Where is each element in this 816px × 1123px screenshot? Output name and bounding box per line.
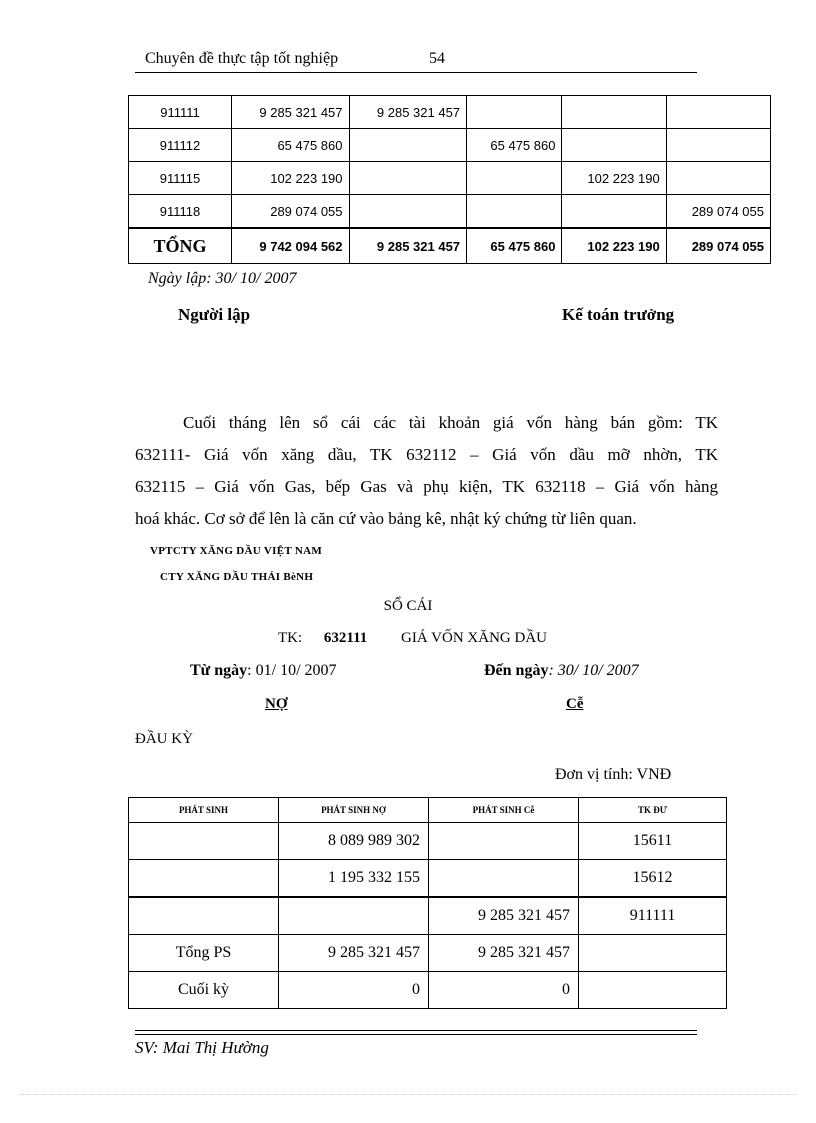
column-header: PHÁT SINH NỢ [279,798,429,823]
table-cell [562,96,666,129]
table-cell: 911115 [129,162,232,195]
table-cell: 1 195 332 155 [279,860,429,898]
table-cell: 9 285 321 457 [429,935,579,972]
currency-unit: Đơn vị tính: VNĐ [555,766,672,783]
table-cell [429,860,579,898]
table-cell: 289 074 055 [666,195,770,229]
table-cell: 9 285 321 457 [429,897,579,935]
paragraph-line: Cuối tháng lên sổ cái các tài khoản giá vốn hàng bán gồm: TK [183,413,718,432]
table-cell [666,129,770,162]
from-date-label: Từ ngày [190,662,248,679]
table-header-row [129,798,727,823]
table-cell: 911112 [129,129,232,162]
table-cell: 102 223 190 [562,228,666,264]
table-cell: Tổng PS [129,935,279,972]
body-paragraph [135,407,718,535]
page-header [135,50,697,73]
total-label: TỔNG [129,228,232,264]
table-cell: 8 089 989 302 [279,823,429,860]
from-date-value: : 01/ 10/ 2007 [247,662,337,679]
company-parent: VPTCTY XĂNG DẦU VIỆT NAM [150,545,323,557]
table-cell: 65 475 860 [232,129,350,162]
to-date-label: Đến ngày [484,662,549,679]
table-row [129,129,771,162]
page-edge-divider [20,1094,796,1095]
table-row [129,823,727,860]
table-cell: Cuối kỳ [129,972,279,1009]
table-cell: 289 074 055 [666,228,770,264]
table-row [129,935,727,972]
table-cell: 0 [429,972,579,1009]
table-cell: 9 285 321 457 [232,96,350,129]
table-cell [349,162,467,195]
table-cell [129,897,279,935]
table-row [129,96,771,129]
table-cell [562,129,666,162]
table-row [129,972,727,1009]
table-cell: 15612 [579,860,727,898]
account-line [278,630,547,647]
account-name: GIÁ VỐN XĂNG DẦU [401,630,547,646]
footer-divider [135,1030,697,1035]
table-cell: 65 475 860 [467,228,562,264]
table-cell: 9 285 321 457 [279,935,429,972]
table-row [129,897,727,935]
table-cell: 911118 [129,195,232,229]
table-row [129,162,771,195]
table-cell: 911111 [129,96,232,129]
paragraph-line: hoá khác. Cơ sở để lên là căn cứ vào bảng kê, nhật ký chứng từ liên quan. [135,509,637,528]
opening-balance-label: ĐẦU KỲ [135,731,193,747]
column-header: PHÁT SINH Cễ [429,798,579,823]
credit-label: Cễ [566,696,584,712]
account-label: TK: [278,630,303,646]
table-cell: 15611 [579,823,727,860]
to-date [484,662,639,680]
table-cell: 0 [279,972,429,1009]
from-date [190,662,337,680]
table-cell [666,96,770,129]
table-cell [562,195,666,229]
table-cell: 102 223 190 [232,162,350,195]
column-header: PHÁT SINH [129,798,279,823]
table-cell [467,195,562,229]
table-cell [666,162,770,195]
table-cell [429,823,579,860]
table-cell: 102 223 190 [562,162,666,195]
table-cell: 289 074 055 [232,195,350,229]
table-cell: 9 742 094 562 [232,228,350,264]
chief-accountant-signature: Kế toán trưởng [562,305,675,324]
table-cell [279,897,429,935]
paragraph-line: 632111- Giá vốn xăng dầu, TK 632112 – Giá vốn dầu mỡ nhờn, TK [135,445,718,464]
table-cell: 65 475 860 [467,129,562,162]
company-name: CTY XĂNG DẦU THÁI BèNH [160,571,314,583]
date-created: Ngày lập: 30/ 10/ 2007 [148,270,297,287]
table-cell [349,129,467,162]
table-cell: 911111 [579,897,727,935]
document-title: Chuyên đề thực tập tốt nghiệp [145,50,339,67]
paragraph-line: 632115 – Giá vốn Gas, bếp Gas và phụ kiện, TK 632118 – Giá vốn hàng [135,477,718,496]
table-cell: 9 285 321 457 [349,228,467,264]
table-cell [579,972,727,1009]
table-cell [129,823,279,860]
table-row [129,860,727,898]
column-header: TK ĐƯ [579,798,727,823]
table-cell [129,860,279,898]
page-number: 54 [429,50,445,67]
student-name: SV: Mai Thị Hường [135,1038,269,1057]
summary-table [128,95,771,264]
account-code: 632111 [323,630,368,646]
preparer-signature: Người lập [178,305,251,324]
to-date-value: : 30/ 10/ 2007 [548,662,639,679]
table-row [129,195,771,229]
table-cell: 9 285 321 457 [349,96,467,129]
table-cell [467,162,562,195]
table-cell [467,96,562,129]
ledger-table [128,797,727,1009]
ledger-title: SỔ CÁI [383,598,433,614]
debit-label: NỢ [265,696,288,712]
table-cell [579,935,727,972]
table-cell [349,195,467,229]
total-row [129,228,771,264]
